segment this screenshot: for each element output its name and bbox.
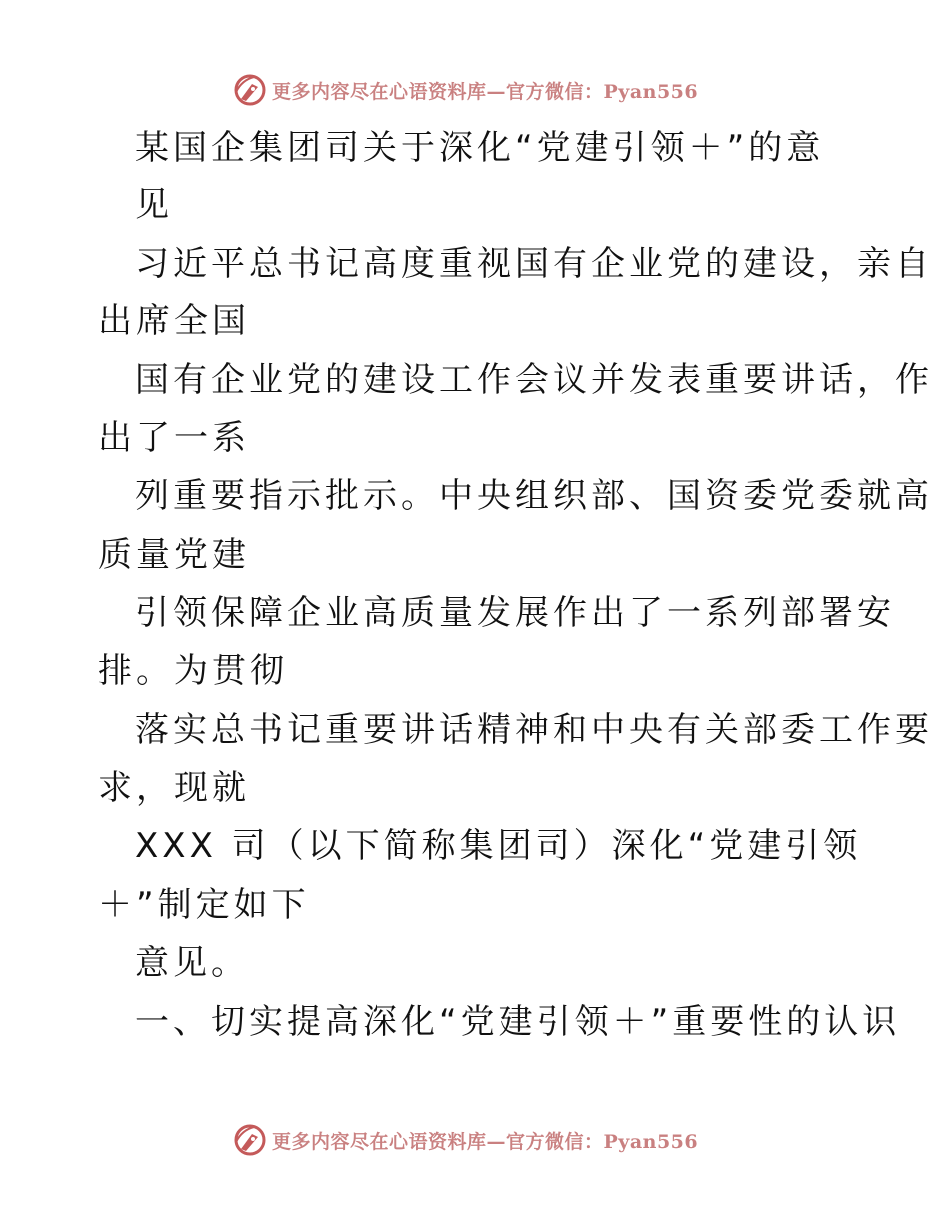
text-line: 引领保障企业高质量发展作出了一系列部署安: [135, 593, 895, 633]
watermark-text: 更多内容尽在心语资料库—官方微信：Pyan556: [272, 80, 699, 103]
footer-watermark: [232, 1120, 752, 1160]
text-line: ＋”制定如下: [98, 885, 310, 925]
text-line: XXX 司（以下简称集团司）深化“党建引领: [135, 826, 862, 866]
text-line: 国有企业党的建设工作会议并发表重要讲话，作: [135, 360, 933, 400]
text-line: 出了一系: [98, 418, 250, 458]
pen-nib-circle-icon: [232, 1122, 268, 1158]
text-line: 质量党建: [98, 535, 250, 575]
text-line: 习近平总书记高度重视国有企业党的建设，亲自: [135, 244, 933, 284]
watermark-text: 更多内容尽在心语资料库—官方微信：Pyan556: [272, 1130, 699, 1153]
text-line: 见: [135, 185, 173, 225]
text-line: 某国企集团司关于深化“党建引领＋”的意: [135, 128, 825, 168]
text-line: 排。为贯彻: [98, 651, 288, 691]
text-line: 意见。: [135, 943, 249, 983]
text-line: 出席全国: [98, 301, 250, 341]
text-line: 求，现就: [98, 768, 250, 808]
text-line: 落实总书记重要讲话精神和中央有关部委工作要: [135, 710, 933, 750]
section-heading: 一、切实提高深化“党建引领＋”重要性的认识: [135, 1002, 901, 1042]
text-line: 列重要指示批示。中央组织部、国资委党委就高: [135, 476, 933, 516]
